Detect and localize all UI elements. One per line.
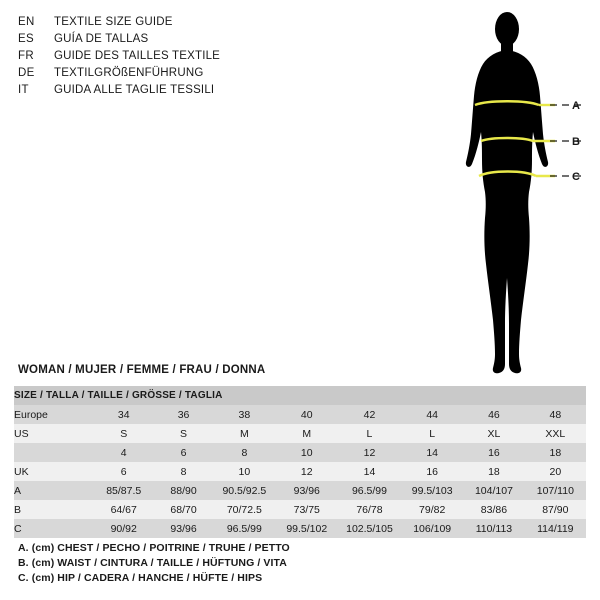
cell: L	[401, 424, 463, 443]
cell: 34	[93, 405, 154, 424]
language-code-en: EN	[18, 16, 35, 28]
cell: 68/70	[154, 500, 213, 519]
cell: 83/86	[463, 500, 524, 519]
cell: 18	[525, 443, 586, 462]
cell: 104/107	[463, 481, 524, 500]
cell: 14	[401, 443, 463, 462]
cell: 44	[401, 405, 463, 424]
row-label-a: A	[14, 481, 93, 500]
cell: 99.5/103	[401, 481, 463, 500]
cell: 85/87.5	[93, 481, 154, 500]
body-figure	[400, 6, 595, 376]
cell: 40	[276, 405, 338, 424]
language-row-fr	[18, 48, 318, 65]
cell: 87/90	[525, 500, 586, 519]
row-label-b: B	[14, 500, 93, 519]
cell: S	[93, 424, 154, 443]
language-row-en	[18, 14, 318, 31]
cell: XXL	[525, 424, 586, 443]
cell: 96.5/99	[338, 481, 401, 500]
table-row	[14, 424, 586, 443]
table-header-row	[14, 386, 586, 405]
cell: M	[276, 424, 338, 443]
cell: 106/109	[401, 519, 463, 538]
cell: 8	[213, 443, 276, 462]
cell: 93/96	[154, 519, 213, 538]
svg-text:B: B	[572, 136, 580, 148]
cell: 96.5/99	[213, 519, 276, 538]
language-text-de: TEXTILGRÖßENFÜHRUNG	[54, 67, 204, 79]
row-label-europe: Europe	[14, 405, 93, 424]
legend-a: A. (cm) CHEST / PECHO / POITRINE / TRUHE / PETTO	[18, 542, 290, 554]
measurement-legend	[18, 541, 578, 586]
cell: 90/92	[93, 519, 154, 538]
section-title-woman: WOMAN / MUJER / FEMME / FRAU / DONNA	[18, 364, 266, 376]
row-label-uk: UK	[14, 462, 93, 481]
cell: 110/113	[463, 519, 524, 538]
cell: 99.5/102	[276, 519, 338, 538]
size-table	[14, 386, 586, 538]
cell: 36	[154, 405, 213, 424]
row-label-us-numeric	[14, 443, 93, 462]
language-row-es	[18, 31, 318, 48]
cell: 10	[276, 443, 338, 462]
cell: 38	[213, 405, 276, 424]
language-header-block	[18, 14, 318, 99]
legend-b: B. (cm) WAIST / CINTURA / TAILLE / HÜFTUNG / VITA	[18, 557, 287, 569]
cell: 46	[463, 405, 524, 424]
cell: 16	[401, 462, 463, 481]
language-row-de	[18, 65, 318, 82]
language-text-en: TEXTILE SIZE GUIDE	[54, 16, 173, 28]
cell: 16	[463, 443, 524, 462]
table-row	[14, 405, 586, 424]
cell: 107/110	[525, 481, 586, 500]
cell: 12	[276, 462, 338, 481]
language-text-it: GUIDA ALLE TAGLIE TESSILI	[54, 84, 215, 96]
size-table-wrapper	[14, 386, 586, 538]
cell: 20	[525, 462, 586, 481]
cell: 88/90	[154, 481, 213, 500]
cell: 6	[154, 443, 213, 462]
cell: 93/96	[276, 481, 338, 500]
cell: 114/119	[525, 519, 586, 538]
table-row	[14, 500, 586, 519]
language-code-it: IT	[18, 84, 29, 96]
language-text-es: GUÍA DE TALLAS	[54, 33, 149, 45]
row-label-c: C	[14, 519, 93, 538]
cell: 10	[213, 462, 276, 481]
cell: 90.5/92.5	[213, 481, 276, 500]
table-header-label: SIZE / TALLA / TAILLE / GRÖSSE / TAGLIA	[14, 386, 586, 405]
cell: 70/72.5	[213, 500, 276, 519]
table-row	[14, 443, 586, 462]
cell: 18	[463, 462, 524, 481]
legend-c: C. (cm) HIP / CADERA / HANCHE / HÜFTE / HIPS	[18, 572, 263, 584]
table-row	[14, 519, 586, 538]
svg-text:C: C	[572, 171, 580, 183]
cell: 8	[154, 462, 213, 481]
cell: 12	[338, 443, 401, 462]
cell: 48	[525, 405, 586, 424]
cell: XL	[463, 424, 524, 443]
language-code-es: ES	[18, 33, 34, 45]
language-code-fr: FR	[18, 50, 34, 62]
table-row	[14, 481, 586, 500]
cell: 76/78	[338, 500, 401, 519]
cell: 14	[338, 462, 401, 481]
cell: 42	[338, 405, 401, 424]
cell: 73/75	[276, 500, 338, 519]
cell: M	[213, 424, 276, 443]
row-label-us: US	[14, 424, 93, 443]
cell: L	[338, 424, 401, 443]
table-row	[14, 462, 586, 481]
language-code-de: DE	[18, 67, 35, 79]
cell: 79/82	[401, 500, 463, 519]
cell: 4	[93, 443, 154, 462]
cell: 6	[93, 462, 154, 481]
language-row-it	[18, 82, 318, 99]
cell: 64/67	[93, 500, 154, 519]
language-text-fr: GUIDE DES TAILLES TEXTILE	[54, 50, 221, 62]
female-silhouette-icon	[400, 6, 595, 376]
cell: S	[154, 424, 213, 443]
cell: 102.5/105	[338, 519, 401, 538]
svg-text:A: A	[572, 100, 580, 112]
